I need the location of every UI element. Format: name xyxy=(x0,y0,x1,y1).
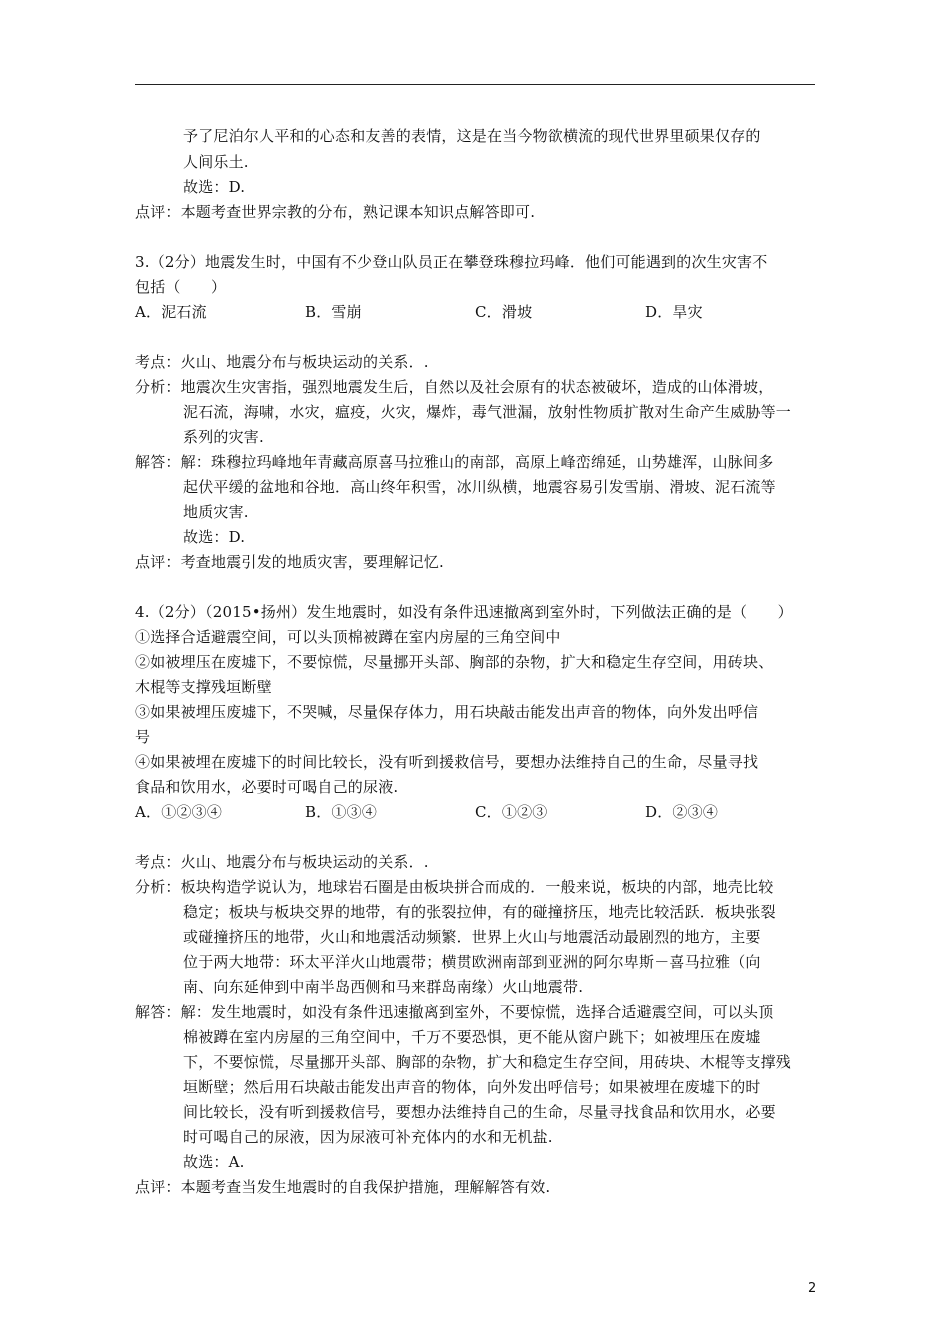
q3-review: 点评：考查地震引发的地质灾害，要理解记忆. xyxy=(135,553,444,571)
analysis-line: 予了尼泊尔人平和的心态和友善的表情，这是在当今物欲横流的现代世界里硕果仅存的 xyxy=(183,127,761,145)
q4-fenxi: 或碰撞挤压的地带，火山和地震活动频繁．世界上火山与地震活动最剧烈的地方，主要 xyxy=(183,928,761,946)
q4-jieda: 时可喝自己的尿液，因为尿液可补充体内的水和无机盐. xyxy=(183,1128,553,1146)
q4-stem: ②如被埋压在废墟下，不要惊慌，尽量挪开头部、胸部的杂物，扩大和稳定生存空间，用砖块、 xyxy=(135,653,774,671)
q4-jieda: 解答：解：发生地震时，如没有条件迅速撤离到室外，不要惊慌，选择合适避震空间，可以头顶 xyxy=(135,1003,774,1021)
q3-choice: 故选：D. xyxy=(183,528,246,546)
header-rule xyxy=(135,84,815,85)
q3-stem: 包括（ ） xyxy=(135,278,227,296)
q4-stem: ③如果被埋压废墟下，不哭喊，尽量保存体力，用石块敲击能发出声音的物体，向外发出呼信 xyxy=(135,703,759,721)
q4-fenxi: 位于两大地带：环太平洋火山地震带；横贯欧洲南部到亚洲的阿尔卑斯－喜马拉雅（向 xyxy=(183,953,761,971)
analysis-line: 人间乐土. xyxy=(183,153,249,171)
q4-option-c: C．①②③ xyxy=(475,803,548,821)
q4-jieda: 棉被蹲在室内房屋的三角空间中，千万不要恐惧，更不能从窗户跳下；如被埋压在废墟 xyxy=(183,1028,761,1046)
q4-option-a: A．①②③④ xyxy=(135,803,223,821)
q3-option-a: A．泥石流 xyxy=(135,303,207,321)
q4-jieda: 间比较长，没有听到援救信号，要想办法维持自己的生命，尽量寻找食品和饮用水，必要 xyxy=(183,1103,776,1121)
q4-review: 点评：本题考查当发生地震时的自我保护措施，理解解答有效. xyxy=(135,1178,551,1196)
q4-stem: 号 xyxy=(135,728,151,746)
q4-option-d: D．②③④ xyxy=(645,803,719,821)
page-number: 2 xyxy=(808,1281,817,1296)
q3-kaodian: 考点：火山、地震分布与板块运动的关系．. xyxy=(135,353,429,371)
q4-fenxi: 南、向东延伸到中南半岛西侧和马来群岛南缘）火山地震带. xyxy=(183,978,584,996)
q3-jieda: 解答：解：珠穆拉玛峰地年青藏高原喜马拉雅山的南部，高原上峰峦绵延，山势雄浑，山脉间多 xyxy=(135,453,774,471)
q4-stem: ④如果被埋在废墟下的时间比较长，没有听到援救信号，要想办法维持自己的生命，尽量寻找 xyxy=(135,753,759,771)
q3-option-d: D．旱灾 xyxy=(645,303,703,321)
q3-option-b: B．雪崩 xyxy=(305,303,362,321)
answer-choice: 故选：D. xyxy=(183,178,246,196)
q3-stem: 3.（2分）地震发生时，中国有不少登山队员正在攀登珠穆拉玛峰．他们可能遇到的次生灾害不 xyxy=(135,253,768,271)
q4-stem: 食品和饮用水，必要时可喝自己的尿液. xyxy=(135,778,399,796)
q4-fenxi: 稳定；板块与板块交界的地带，有的张裂拉伸，有的碰撞挤压，地壳比较活跃．板块张裂 xyxy=(183,903,776,921)
q3-jieda: 起伏平缓的盆地和谷地．高山终年积雪，冰川纵横，地震容易引发雪崩、滑坡、泥石流等 xyxy=(183,478,776,496)
q4-choice: 故选：A. xyxy=(183,1153,245,1171)
q4-jieda: 垣断壁；然后用石块敲击能发出声音的物体，向外发出呼信号；如果被埋在废墟下的时 xyxy=(183,1078,761,1096)
q3-fenxi: 系列的灾害. xyxy=(183,428,264,446)
q3-option-c: C．滑坡 xyxy=(475,303,533,321)
q4-kaodian: 考点：火山、地震分布与板块运动的关系．. xyxy=(135,853,429,871)
q4-stem: ①选择合适避震空间，可以头顶棉被蹲在室内房屋的三角空间中 xyxy=(135,628,561,646)
q3-jieda: 地质灾害. xyxy=(183,503,249,521)
q4-option-b: B．①③④ xyxy=(305,803,378,821)
q4-stem: 木棍等支撑残垣断壁 xyxy=(135,678,272,696)
q3-fenxi: 分析：地震次生灾害指，强烈地震发生后，自然以及社会原有的状态被破坏，造成的山体滑坡， xyxy=(135,378,774,396)
review-line: 点评：本题考查世界宗教的分布，熟记课本知识点解答即可. xyxy=(135,203,536,221)
q4-stem: 4.（2分）（2015•扬州）发生地震时，如没有条件迅速撤离到室外时，下列做法正确的是（ ） xyxy=(135,603,793,621)
q4-jieda: 下，不要惊慌，尽量挪开头部、胸部的杂物，扩大和稳定生存空间，用砖块、木棍等支撑残 xyxy=(183,1053,792,1071)
q4-fenxi: 分析：板块构造学说认为，地球岩石圈是由板块拼合而成的．一般来说，板块的内部，地壳比较 xyxy=(135,878,774,896)
q3-fenxi: 泥石流，海啸，水灾，瘟疫，火灾，爆炸，毒气泄漏，放射性物质扩散对生命产生威胁等一 xyxy=(183,403,792,421)
